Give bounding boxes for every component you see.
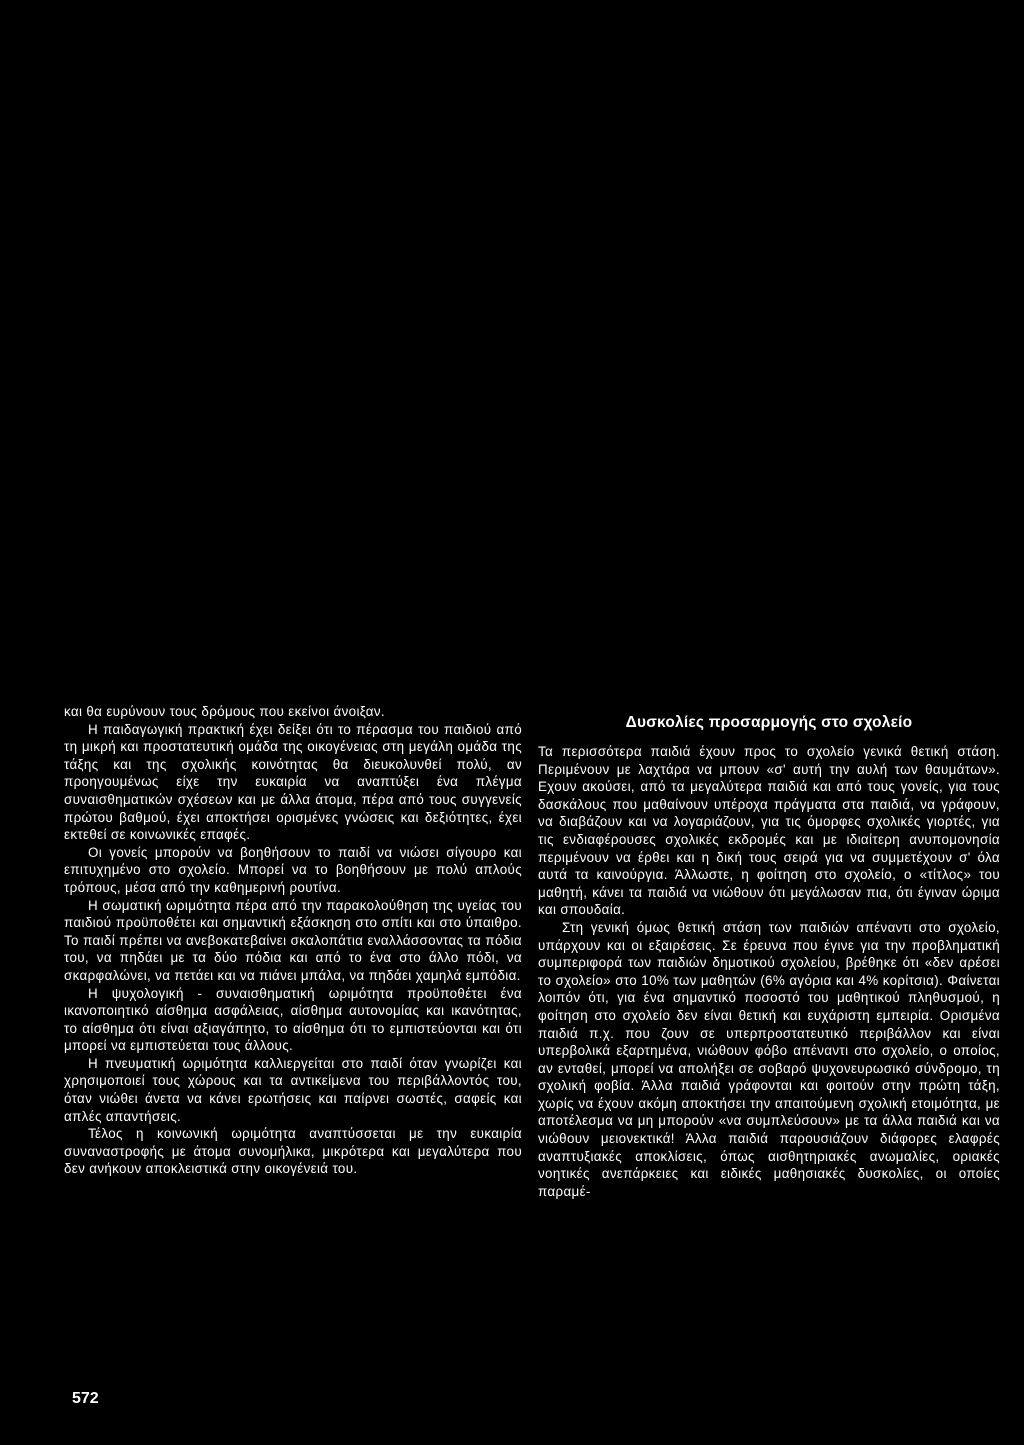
page-number: 572 bbox=[72, 1390, 99, 1407]
paragraph: Η σωματική ωριμότητα πέρα από την παρακολούθηση της υγείας του παιδιού προϋποθέτει και σημαντική εξάσκηση στο σπίτι και στο ύπαιθρο. Το παιδί πρέπει να ανεβοκατεβαίνει σκαλοπάτια εναλλάσσοντας τα πόδια του, να πηδάει με τα δύο πόδια και από το ένα στο άλλο πόδι, να σκαρφαλώνει, να πετάει και να πιάνει μπάλα, να πηδάει χαμηλά εμπόδια. bbox=[64, 897, 522, 983]
paragraph: Τα περισσότερα παιδιά έχουν προς το σχολείο γενικά θετική στάση. Περιμένουν με λαχτάρα να μπουν «σ' αυτή την αυλή των θαυμάτων». Εχουν ακούσει, από τα μεγαλύτερα παιδιά και από τους γονείς, για τους δασκάλους που μαθαίνουν υπέροχα πράγματα στα παιδιά, να γράφουν, να διαβάζουν και να λογαριάζουν, για τις όμορφες σχολικές γιορτές, για τις ενδιαφέρουσες σχολικές εκδρομές και με ιδιαίτερη ανυπομονησία περιμένουν να έρθει και η δική τους σειρά για να συμμετέχουν σ' όλα αυτά τα καινούργια. Άλλωστε, η φοίτηση στο σχολείο, ο «τίτλος» του μαθητή, κάνει τα παιδιά να νιώθουν ότι μεγάλωσαν πια, ότι έγιναν ώριμα και σπουδαία. bbox=[538, 744, 1000, 918]
paragraph: Οι γονείς μπορούν να βοηθήσουν το παιδί να νιώσει σίγουρο και επιτυχημένο στο σχολείο. Μπορεί να το βοηθήσουν με πολύ απλούς τρόπους, μέσα από την καθημερινή ρουτίνα. bbox=[64, 844, 522, 895]
section-heading: Δυσκολίες προσαρμογής στο σχολείο bbox=[625, 714, 913, 731]
paragraph: και θα ευρύνουν τους δρόμους που εκείνοι άνοιξαν. bbox=[64, 704, 386, 719]
paragraph: Τέλος η κοινωνική ωριμότητα αναπτύσσεται με την ευκαιρία συναναστροφής με άτομα συνομήλικα, μικρότερα και μεγαλύτερα που δεν ανήκουν αποκλειστικά στην οικογένειά του. bbox=[64, 1126, 522, 1177]
paragraph: Η ψυχολογική - συναισθηματική ωριμότητα προϋποθέτει ένα ικανοποιητικό αίσθημα ασφάλειας, αίσθημα αυτονομίας και ικανότητας, το αίσθημα ότι είναι αξιαγάπητο, το αίσθημα ότι το εμπιστεύονται και ότι μπορεί να εμπιστεύεται τους άλλους. bbox=[64, 985, 522, 1054]
paragraph: Η πνευματική ωριμότητα καλλιεργείται στο παιδί όταν γνωρίζει και χρησιμοποιεί τους χώρους και τα αντικείμενα του περιβάλλοντός του, όταν νιώθει άνετα να κάνει ερωτήσεις και παίρνει σωστές, σαφείς και απλές απαντήσεις. bbox=[64, 1055, 522, 1124]
right-column bbox=[538, 713, 1000, 1200]
paragraph: Η παιδαγωγική πρακτική έχει δείξει ότι το πέρασμα του παιδιού από τη μικρή και προστατευτική ομάδα της οικογένειας στη μεγάλη ομάδα της τάξης και της σχολικής κοινότητας θα διευκολυνθεί πολύ, αν προηγουμένως είχε την ευκαιρία να αναπτύξει ένα πλέγμα συναισθηματικών σχέσεων και με άλλα άτομα, πέρα από τους συγγενείς πρώτου βαθμού, έχει αποκτήσει ορισμένες γνώσεις και δεξιότητες, έχει εκτεθεί σε κοινωνικές επαφές. bbox=[64, 721, 522, 843]
paragraph: Στη γενική όμως θετική στάση των παιδιών απέναντι στο σχολείο, υπάρχουν και οι εξαιρέσεις. Σε έρευνα που έγινε για την προβληματική συμπεριφορά των παιδιών δημοτικού σχολείου, βρέθηκε ότι «δεν αρέσει το σχολείο» στο 10% των μαθητών (6% αγόρια και 4% κορίτσια). Φαίνεται λοιπόν ότι, για ένα σημαντικό ποσοστό του μαθητικού πληθυσμού, η φοίτηση στο σχολείο δεν είναι θετική και ευχάριστη εμπειρία. Ορισμένα παιδιά π.χ. που ζουν σε υπερπροστατευτικό περιβάλλον και είναι υπερβολικά εξαρτημένα, νιώθουν φόβο απέναντι στο σχολείο, ο οποίος, αν ενταθεί, μπορεί να απολήξει σε σοβαρό ψυχονευρωσικό σύνδρομο, τη σχολική φοβία. Άλλα παιδιά γράφονται και φοιτούν στην πρώτη τάξη, χωρίς να έχουν ακόμη αποκτήσει την απαιτούμενη σχολική ετοιμότητα, με αποτέλεσμα να μη μπορούν «να συμπλεύσουν» με τα άλλα παιδιά και να νιώθουν μειονεκτικά! Άλλα παιδιά παρουσιάζουν διάφορες ελαφρές αναπτυξιακές αποκλίσεις, όπως αισθητηριακές ανωμαλίες, οριακές νοητικές ανεπάρκειες και ειδικές μαθησιακές δυσκολίες, οι οποίες παραμέ- bbox=[538, 919, 1000, 1199]
left-column bbox=[64, 703, 522, 1178]
